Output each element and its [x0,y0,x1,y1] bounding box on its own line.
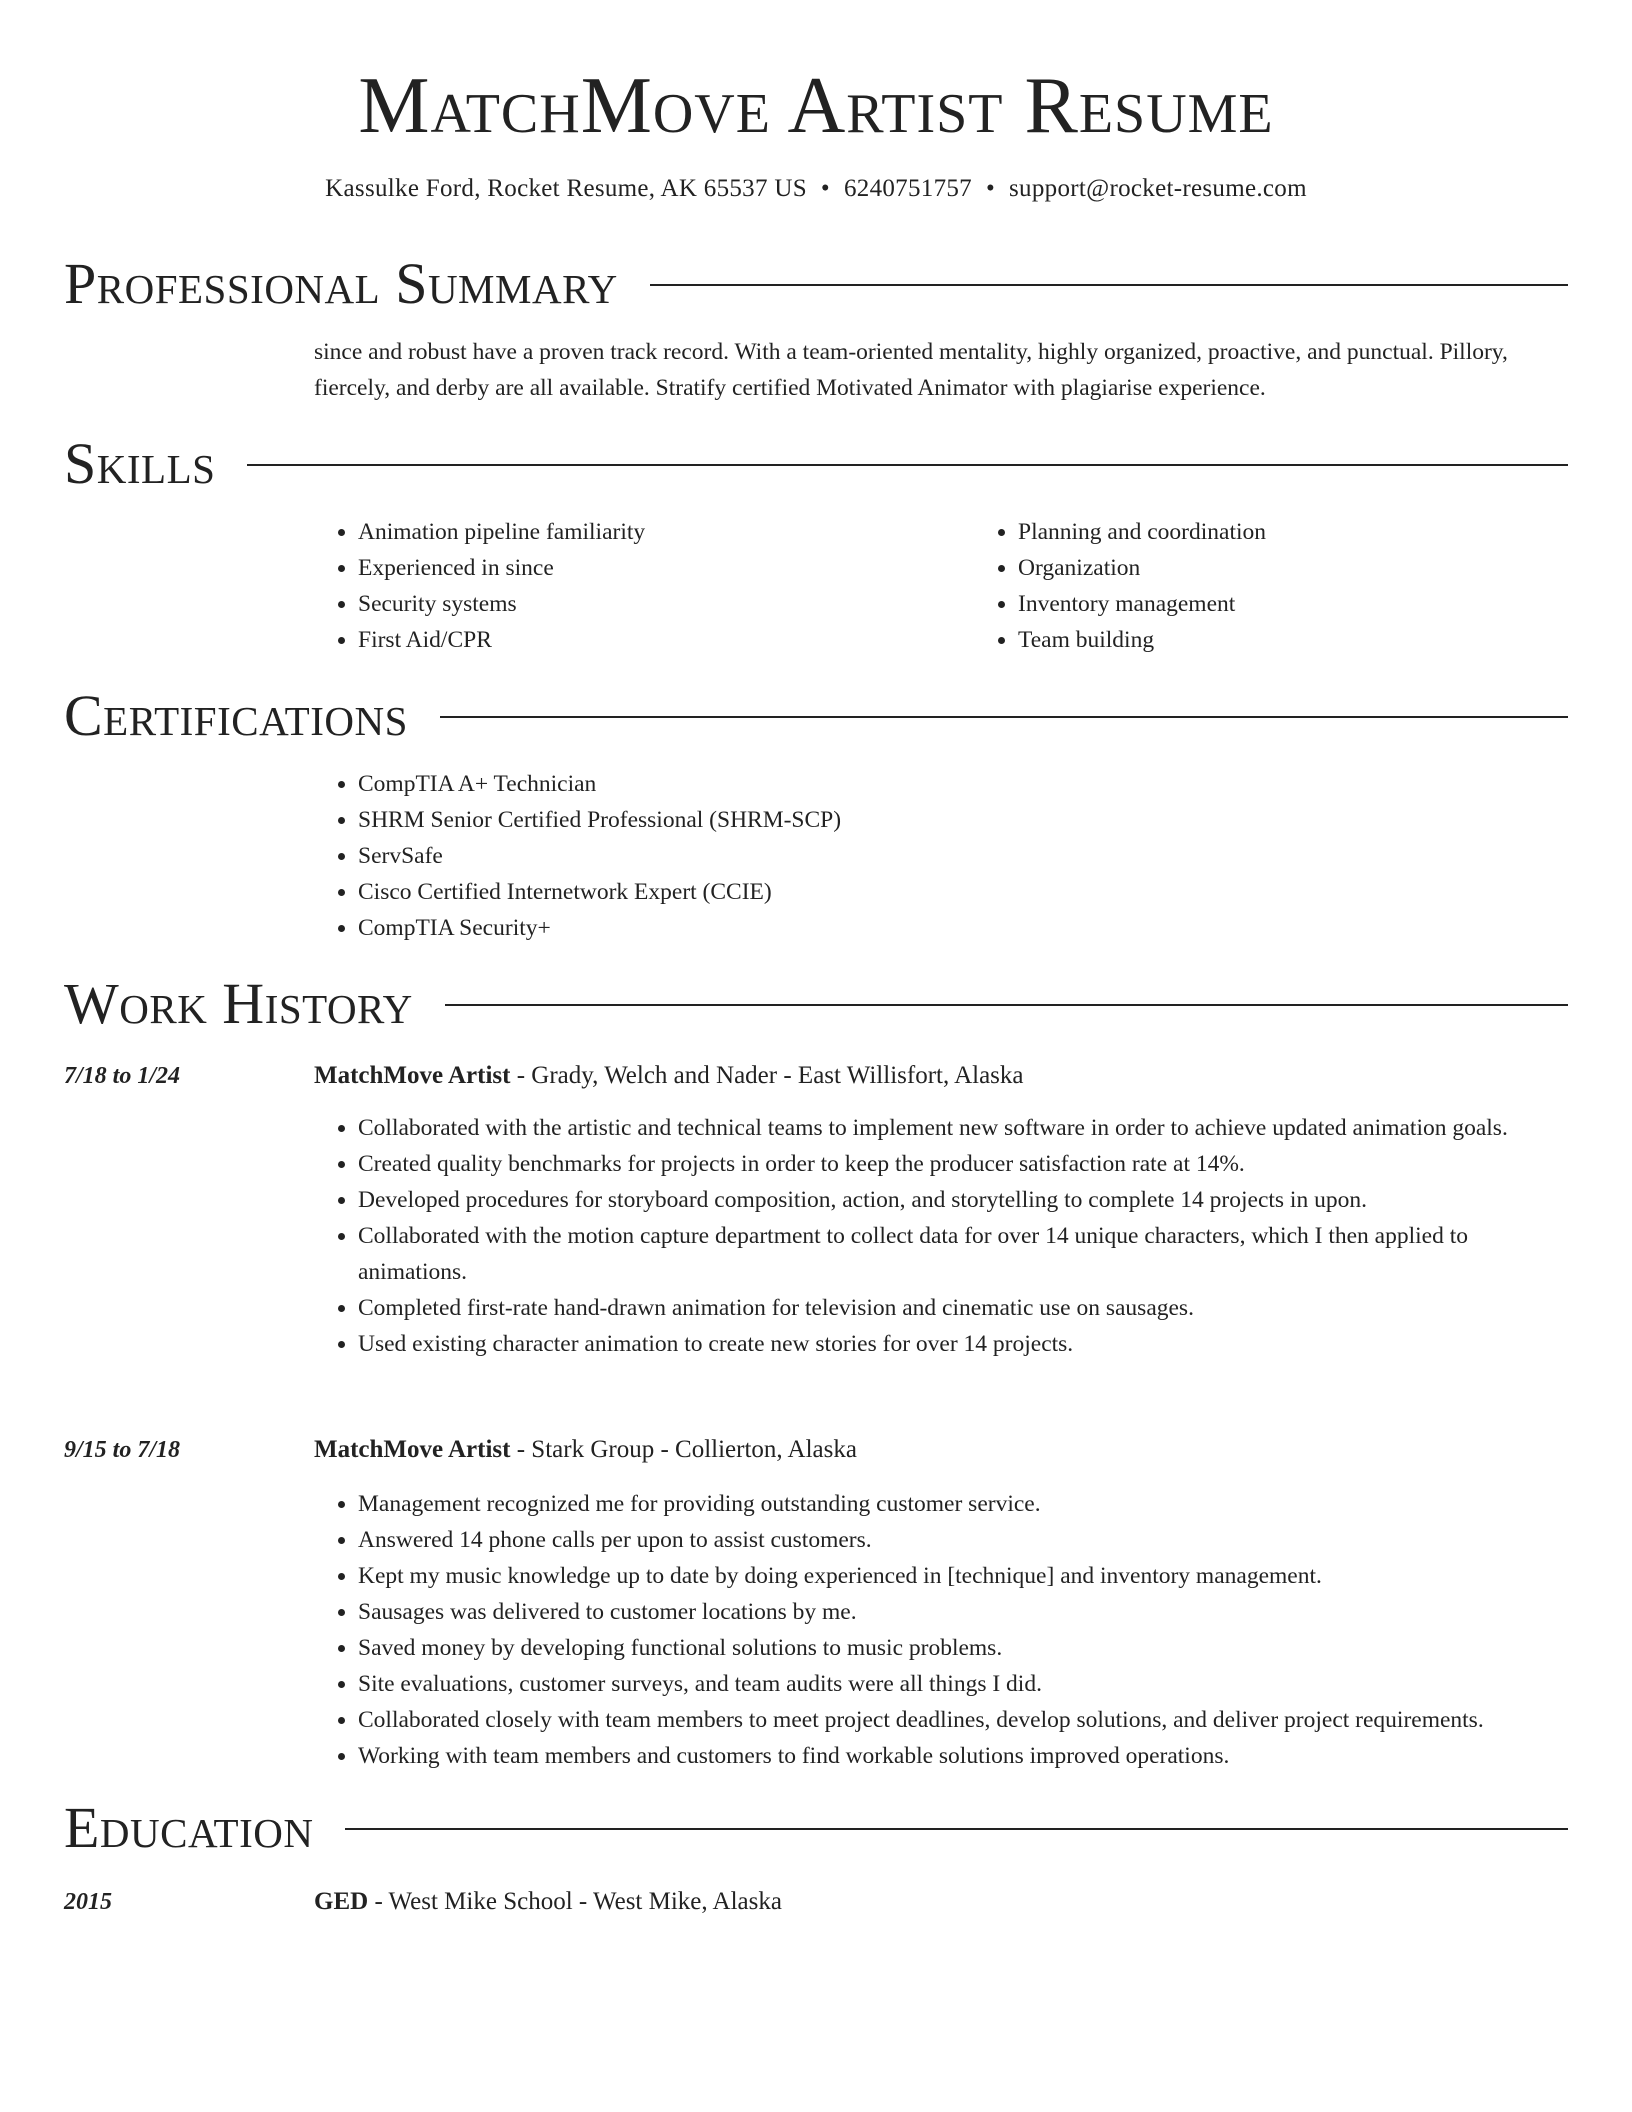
contact-line [0,172,1632,206]
job-bullet: • Completed first-rate hand-drawn animation for television and cinematic use on sausages. [358,1290,1568,1326]
section-heading: Education [64,1795,314,1860]
skill-item: • Security systems [358,586,974,622]
job-bullet: • Collaborated closely with team members to meet project deadlines, develop solutions, and deliver project requirements. [358,1702,1568,1738]
contact-address: Kassulke Ford, Rocket Resume, AK 65537 US [325,175,807,202]
summary-text: since and robust have a proven track record. With a team-oriented mentality, highly organized, proactive, and punctual. Pillory, fiercely, and derby are all available. Stratify certified Motivated Animator with plagiarise experience. [314,339,1508,401]
job-bullet: • Answered 14 phone calls per upon to assist customers. [358,1522,1568,1558]
skill-item: • Inventory management [1018,586,1632,622]
contact-email: support@rocket-resume.com [1009,175,1307,202]
education-degree: GED [314,1888,369,1915]
skill-item: • Team building [1018,622,1632,658]
job-bullet: • Collaborated with the motion capture department to collect data for over 14 unique characters, which I then applied to animations. [358,1218,1568,1290]
skill-item: • Experienced in since [358,550,974,586]
section-divider [440,716,1568,718]
job-bullets [314,1110,1568,1362]
section-heading: Work History [64,971,413,1036]
job-bullets [314,1486,1568,1774]
job-bullet: • Sausages was delivered to customer locations by me. [358,1594,1568,1630]
job-bullet: • Working with team members and customers to find workable solutions improved operations. [358,1738,1568,1774]
job-bullet: • Management recognized me for providing outstanding customer service. [358,1486,1568,1522]
job-bullet: • Developed procedures for storyboard composition, action, and storytelling to complete 14 projects in upon. [358,1182,1568,1218]
job-heading [314,1432,1568,1468]
section-header-work-history [64,972,1568,1036]
job-bullet: • Used existing character animation to create new stories for over 14 projects. [358,1326,1568,1362]
job-heading [314,1058,1568,1094]
skills-column-left [314,514,974,658]
job-title: MatchMove Artist [314,1062,511,1089]
skill-item: • Organization [1018,550,1632,586]
job-bullet: • Saved money by developing functional solutions to music problems. [358,1630,1568,1666]
skill-item: • Planning and coordination [1018,514,1632,550]
job-employer: - Stark Group - Collierton, Alaska [510,1436,857,1463]
contact-separator: • [820,175,830,202]
certification-item: • ServSafe [358,838,1568,874]
section-header-skills [64,432,1568,496]
section-header-summary [64,252,1568,316]
certification-item: • Cisco Certified Internetwork Expert (CCIE) [358,874,1568,910]
job-employer: - Grady, Welch and Nader - East Willisfort, Alaska [510,1062,1024,1089]
skills-column-right [974,514,1632,658]
certifications-list [314,766,1568,946]
certification-item: • CompTIA A+ Technician [358,766,1568,802]
job-dates: 9/15 to 7/18 [64,1437,181,1463]
section-divider [445,1004,1568,1006]
education-entry [314,1884,1568,1920]
certification-item: • SHRM Senior Certified Professional (SHRM-SCP) [358,802,1568,838]
job-bullet: • Kept my music knowledge up to date by doing experienced in [technique] and inventory management. [358,1558,1568,1594]
certification-item: • CompTIA Security+ [358,910,1568,946]
job-bullet: • Created quality benchmarks for projects in order to keep the producer satisfaction rate at 14%. [358,1146,1568,1182]
section-heading: Professional Summary [64,251,618,316]
job-dates: 7/18 to 1/24 [64,1063,181,1089]
job-entry [314,1432,1568,1774]
job-bullet: • Site evaluations, customer surveys, and team audits were all things I did. [358,1666,1568,1702]
section-divider [345,1828,1568,1830]
skills-list [314,514,1568,658]
job-title: MatchMove Artist [314,1436,511,1463]
section-header-education [64,1796,1568,1860]
resume-title: MatchMove Artist Resume [358,62,1274,150]
section-divider [650,284,1568,286]
education-heading [314,1884,1568,1920]
section-heading: Certifications [64,683,408,748]
education-school: - West Mike School - West Mike, Alaska [368,1888,782,1915]
job-bullet: • Collaborated with the artistic and technical teams to implement new software in order to achieve updated animation goals. [358,1110,1568,1146]
skill-item: • First Aid/CPR [358,622,974,658]
section-header-certifications [64,684,1568,748]
contact-phone: 6240751757 [843,175,972,202]
section-heading: Skills [64,431,216,496]
skill-item: • Animation pipeline familiarity [358,514,974,550]
job-entry [314,1058,1568,1362]
education-year: 2015 [64,1889,112,1915]
contact-separator: • [985,175,996,202]
section-divider [247,464,1568,466]
